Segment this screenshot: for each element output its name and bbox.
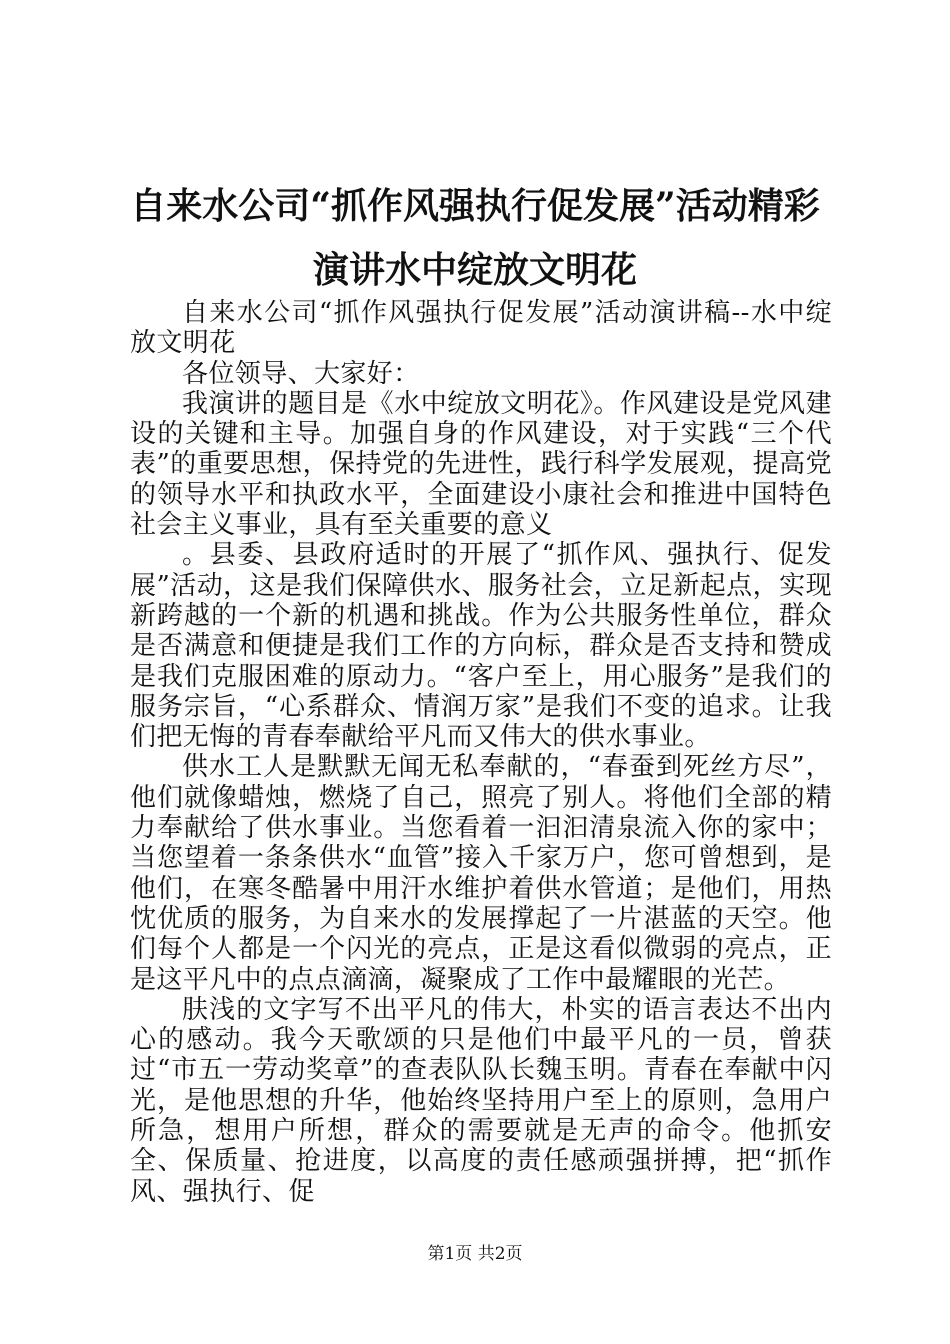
body-paragraph: 我演讲的题目是《水中绽放文明花》。作风建设是党风建设的关键和主导。加强自身的作风建设，对于实践“三个代表”的重要思想，保持党的先进性，践行科学发展观，提高党的领导水平和执政水平，全面建设小康社会和推进中国特色社会主义事业，具有至关重要的意义 <box>130 388 832 541</box>
body-paragraph: 肤浅的文字写不出平凡的伟大，朴实的语言表达不出内心的感动。我今天歌颂的只是他们中最平凡的一员，曾获过“市五一劳动奖章”的查表队队长魏玉明。青春在奉献中闪光，是他思想的升华，他始终坚持用户至上的原则，急用户所急，想用户所想，群众的需要就是无声的命令。他抓安全、保质量、抢进度，以高度的责任感顽强拼搏，把“抓作风、强执行、促 <box>130 994 832 1207</box>
document-title-line-2: 演讲水中绽放文明花 <box>312 249 637 291</box>
body-paragraph: 自来水公司“抓作风强执行促发展”活动演讲稿--水中绽放文明花 <box>130 298 832 359</box>
body-paragraph: 各位领导、大家好： <box>182 358 420 389</box>
document-body <box>130 298 832 1207</box>
page-number-footer: 第1页 共2页 <box>427 1244 523 1264</box>
document-title-line-1: 自来水公司“抓作风强执行促发展”活动精彩 <box>130 185 820 227</box>
body-paragraph: 。县委、县政府适时的开展了“抓作风、强执行、促发展”活动，这是我们保障供水、服务社会，立足新起点，实现新跨越的一个新的机遇和挑战。作为公共服务性单位，群众是否满意和便捷是我们工作的方向标，群众是否支持和赞成是我们克服困难的原动力。“客户至上，用心服务”是我们的服务宗旨，“心系群众、情润万家”是我们不变的追求。让我们把无悔的青春奉献给平凡而又伟大的供水事业。 <box>130 540 832 753</box>
body-paragraph: 供水工人是默默无闻无私奉献的，“春蚕到死丝方尽”，他们就像蜡烛，燃烧了自己，照亮了别人。将他们全部的精力奉献给了供水事业。当您看着一汩汩清泉流入你的家中；当您望着一条条供水“血管”接入千家万户，您可曾想到，是他们，在寒冬酷暑中用汗水维护着供水管道；是他们，用热忱优质的服务，为自来水的发展撑起了一片湛蓝的天空。他们每个人都是一个闪光的亮点，正是这看似微弱的亮点，正是这平凡中的点点滴滴，凝聚成了工作中最耀眼的光芒。 <box>130 752 832 995</box>
